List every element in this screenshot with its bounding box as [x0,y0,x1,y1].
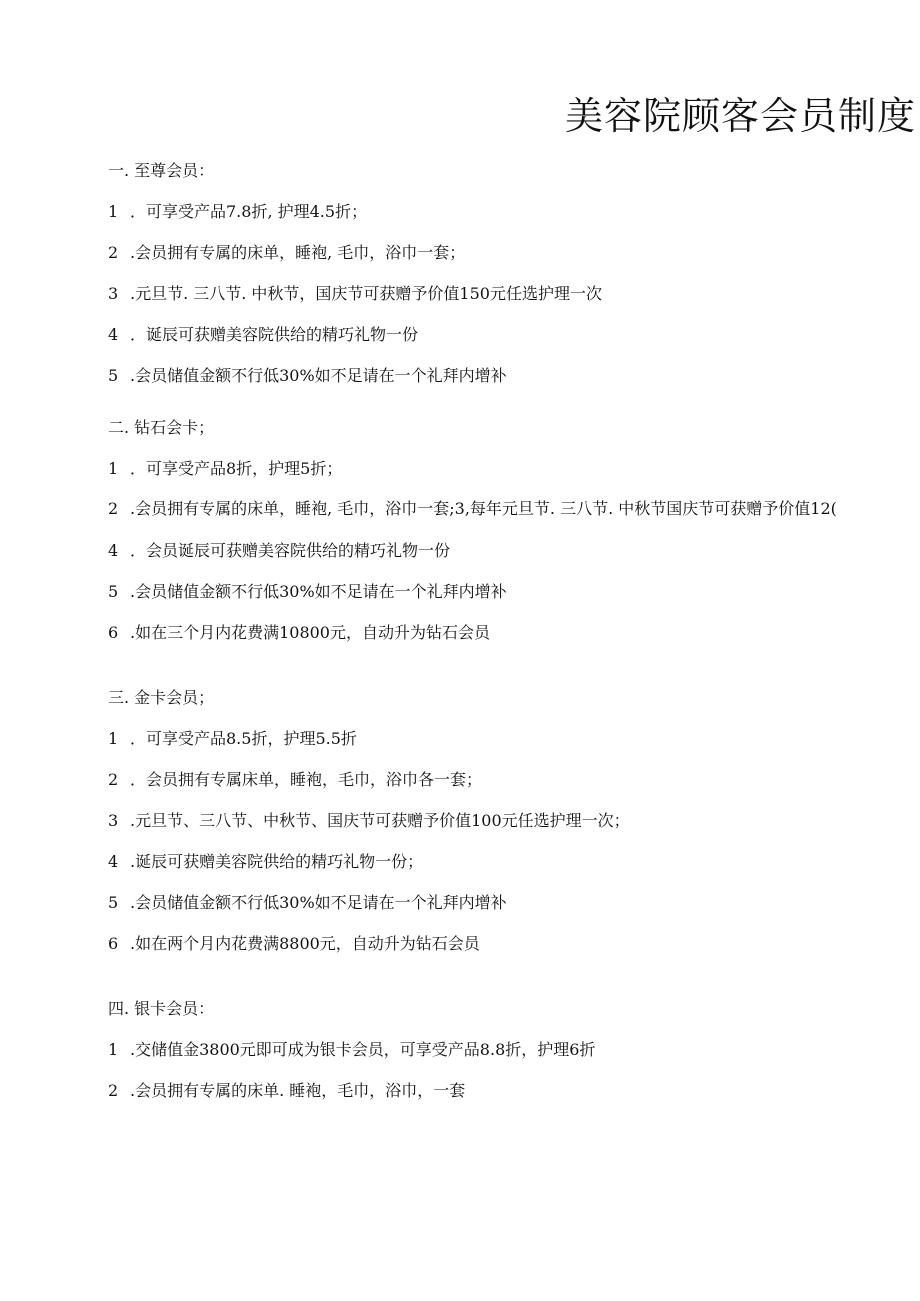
item-text: .会员储值金额不行低30%如不足请在一个礼拜内增补 [130,582,507,601]
document-title: 美容院顾客会员制度 [564,94,916,138]
list-item [108,579,908,605]
item-text: .交储值金3800元即可成为银卡会员，可享受产品8.8折，护理6折 [130,1040,596,1059]
item-number: 3 [108,811,119,830]
list-item [108,726,908,752]
list-item [108,456,908,482]
section-heading: 一. 至尊会员： [108,161,215,180]
item-text: ．可享受产品8折，护理5折； [130,459,343,478]
item-number: 5 [108,582,119,601]
list-item [108,849,908,875]
item-number: 4 [108,325,119,344]
list-item [108,497,908,521]
section-heading: 四. 银卡会员： [108,999,215,1018]
list-item [108,620,908,646]
document-body [108,158,908,1119]
section-heading: 二. 钻石会卡； [108,418,215,437]
list-item [108,199,908,225]
list-item [108,363,908,389]
list-item [108,1078,908,1104]
list-item [108,322,908,348]
item-text: .会员拥有专属的床单，睡袍, 毛巾，浴巾一套； [130,243,466,262]
item-number: 1 [108,729,119,748]
item-text: .诞辰可获赠美容院供给的精巧礼物一份； [130,852,424,871]
item-number: 2 [108,770,119,789]
item-text: ．可享受产品8.5折，护理5.5折 [130,729,357,748]
item-text: ．可享受产品7.8折, 护理4.5折； [130,202,368,221]
item-text: .元旦节、三八节、中秋节、国庆节可获赠予价值100元任选护理一次； [130,811,630,830]
item-number: 4 [108,852,119,871]
item-text: .如在三个月内花费满10800元，自动升为钻石会员 [130,623,490,642]
item-text: .如在两个月内花费满8800元，自动升为钻石会员 [130,934,480,953]
list-item [108,1037,908,1063]
item-text: .元旦节. 三八节. 中秋节，国庆节可获赠予价值150元任选护理一次 [130,284,602,303]
item-number: 6 [108,623,119,642]
item-text: ．会员诞辰可获赠美容院供给的精巧礼物一份 [130,541,451,560]
list-item [108,538,908,564]
item-number: 3 [108,284,119,303]
item-number: 2 [108,499,119,518]
item-text: ．诞辰可获赠美容院供给的精巧礼物一份 [130,325,419,344]
item-text: .会员储值金额不行低30%如不足请在一个礼拜内增补 [130,893,507,912]
section-silver-member [108,996,908,1104]
item-number: 1 [108,459,119,478]
section-supreme-member [108,158,908,389]
list-item [108,767,908,793]
item-text: .会员储值金额不行低30%如不足请在一个礼拜内增补 [130,366,507,385]
item-text: .会员拥有专属的床单. 睡袍，毛巾，浴巾，一套 [130,1081,466,1100]
item-text: ．会员拥有专属床单，睡袍，毛巾，浴巾各一套； [130,770,483,789]
item-number: 5 [108,366,119,385]
list-item [108,240,908,266]
item-number: 6 [108,934,119,953]
item-number: 5 [108,893,119,912]
item-number: 2 [108,243,119,262]
list-item [108,281,908,307]
item-number: 1 [108,1040,119,1059]
item-number: 2 [108,1081,119,1100]
section-heading: 三. 金卡会员； [108,688,215,707]
list-item [108,808,908,834]
list-item [108,890,908,916]
item-number: 4 [108,541,119,560]
section-diamond-member [108,415,908,646]
item-text: .会员拥有专属的床单，睡袍, 毛巾，浴巾一套;3,每年元旦节. 三八节. 中秋节国庆节可获赠予价值12( [130,499,837,518]
item-number: 1 [108,202,119,221]
list-item [108,931,908,957]
section-gold-member [108,685,908,957]
